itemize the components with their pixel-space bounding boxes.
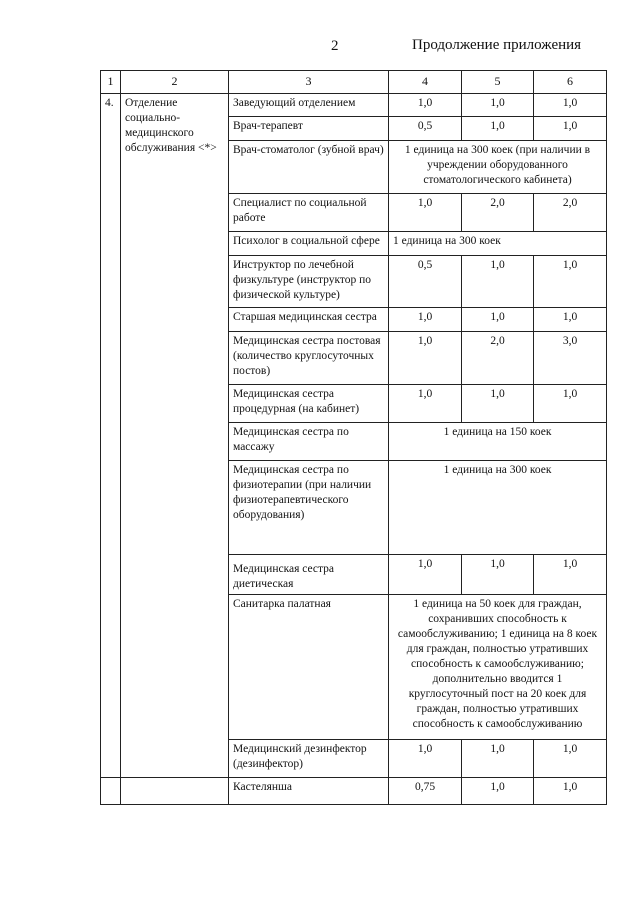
staffing-table	[100, 70, 607, 805]
continuation-heading: Продолжение приложения	[412, 37, 582, 53]
staff-value: 0,5	[389, 256, 462, 308]
position-name: Психолог в социальной сфере	[229, 232, 389, 256]
staff-value: 2,0	[462, 332, 534, 385]
staff-value: 1,0	[534, 740, 607, 778]
empty-cell	[121, 778, 229, 805]
column-header: 6	[534, 71, 607, 94]
staff-value: 1,0	[534, 385, 607, 423]
table-row	[101, 94, 607, 117]
staff-value: 1,0	[534, 117, 607, 141]
column-header: 1	[101, 71, 121, 94]
table-header-row	[101, 71, 607, 94]
staff-value: 0,5	[389, 117, 462, 141]
section-name: Отделение социально-медицинского обслуживания <*>	[121, 94, 229, 778]
staff-value: 1,0	[389, 332, 462, 385]
staff-value: 1,0	[389, 740, 462, 778]
column-header: 4	[389, 71, 462, 94]
staff-value: 1,0	[534, 778, 607, 805]
position-name: Санитарка палатная	[229, 595, 389, 740]
staff-value: 1,0	[389, 308, 462, 332]
position-name: Кастелянша	[229, 778, 389, 805]
staff-value: 1,0	[462, 385, 534, 423]
column-header: 2	[121, 71, 229, 94]
staff-value: 1,0	[389, 555, 462, 595]
staff-note: 1 единица на 150 коек	[389, 423, 607, 461]
staff-value: 2,0	[534, 194, 607, 232]
staff-value: 1,0	[534, 555, 607, 595]
page-number: 2	[331, 38, 339, 54]
position-name: Медицинский дезинфектор (дезинфектор)	[229, 740, 389, 778]
position-name: Медицинская сестра процедурная (на кабинет)	[229, 385, 389, 423]
position-name: Старшая медицинская сестра	[229, 308, 389, 332]
staff-value: 0,75	[389, 778, 462, 805]
staff-value: 1,0	[462, 778, 534, 805]
staff-value: 1,0	[534, 256, 607, 308]
staff-value: 1,0	[462, 117, 534, 141]
position-name: Специалист по социальной работе	[229, 194, 389, 232]
staff-value: 1,0	[389, 194, 462, 232]
section-number: 4.	[101, 94, 121, 778]
table-row	[101, 778, 607, 805]
staff-value: 1,0	[462, 308, 534, 332]
position-name: Медицинская сестра по массажу	[229, 423, 389, 461]
staff-value: 1,0	[534, 308, 607, 332]
position-name: Медицинская сестра диетическая	[229, 555, 389, 595]
position-name: Заведующий отделением	[229, 94, 389, 117]
position-name: Медицинская сестра постовая (количество круглосуточных постов)	[229, 332, 389, 385]
empty-cell	[101, 778, 121, 805]
position-name: Врач-терапевт	[229, 117, 389, 141]
position-name: Медицинская сестра по физиотерапии (при наличии физиотерапевтического оборудования)	[229, 461, 389, 555]
staff-value: 1,0	[462, 740, 534, 778]
column-header: 3	[229, 71, 389, 94]
column-header: 5	[462, 71, 534, 94]
staff-note: 1 единица на 50 коек для граждан, сохранивших способность к самообслуживанию; 1 единица на 8 коек для граждан, полностью утративших способность к самообслуживанию; дополнительно вводится 1 круглосуточный пост на 20 коек для граждан, полностью утративших способность к самообслуживанию	[389, 595, 607, 740]
staff-value: 3,0	[534, 332, 607, 385]
staff-value: 1,0	[389, 94, 462, 117]
staff-note: 1 единица на 300 коек (при наличии в учреждении оборудованного стоматологического кабинета)	[389, 141, 607, 194]
staff-value: 1,0	[462, 555, 534, 595]
staff-note: 1 единица на 300 коек	[389, 461, 607, 555]
staff-value: 1,0	[534, 94, 607, 117]
staff-note: 1 единица на 300 коек	[389, 232, 607, 256]
staff-value: 2,0	[462, 194, 534, 232]
position-name: Инструктор по лечебной физкультуре (инструктор по физической культуре)	[229, 256, 389, 308]
staff-value: 1,0	[462, 94, 534, 117]
staff-value: 1,0	[462, 256, 534, 308]
staff-value: 1,0	[389, 385, 462, 423]
position-name: Врач-стоматолог (зубной врач)	[229, 141, 389, 194]
